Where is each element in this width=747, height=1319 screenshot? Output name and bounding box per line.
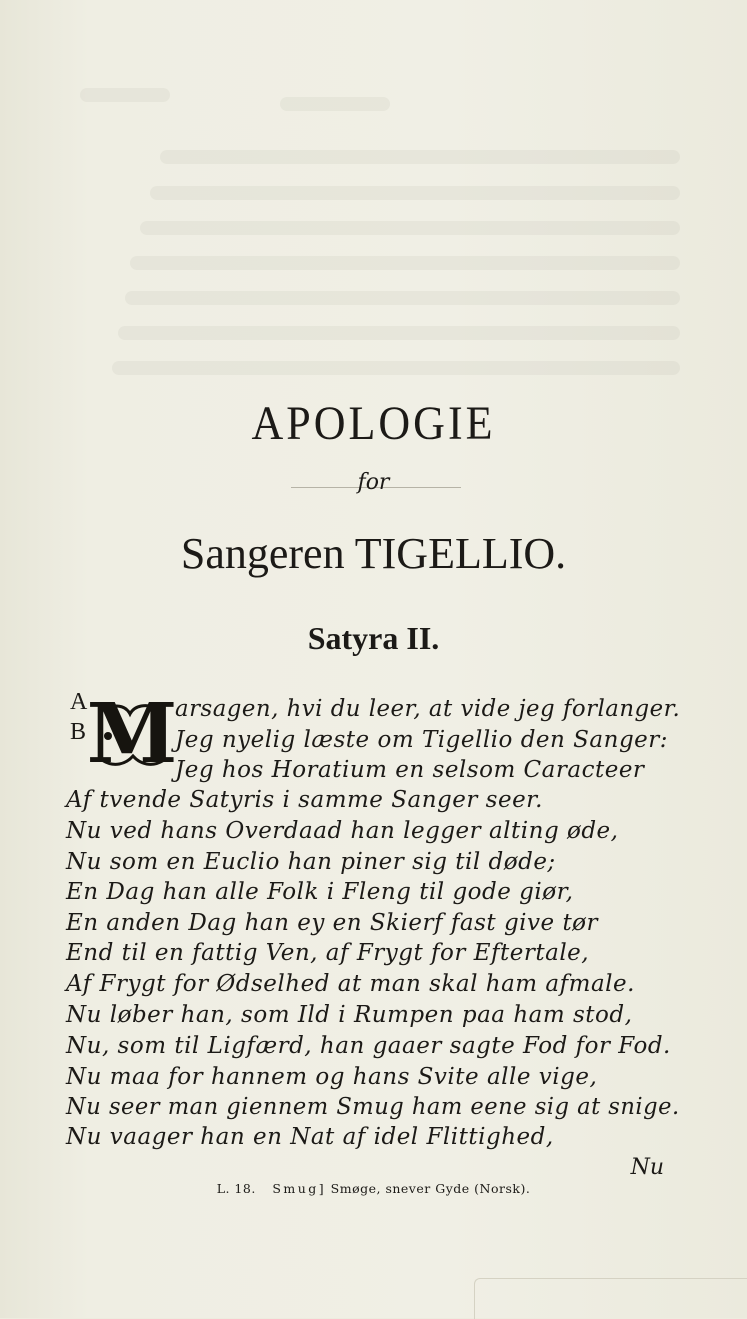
verse-line: Nu vaager han en Nat af idel Flittighed, (66, 1124, 554, 1150)
verse-line: Jeg hos Horatium en selsom Caracteer (175, 757, 645, 783)
verse-line: Nu, som til Ligfærd, han gaaer sagte Fod for Fod. (66, 1033, 671, 1059)
section-heading: Satyra II. (307, 620, 440, 656)
drop-cap-letter: M (86, 686, 178, 782)
verse-line: En Dag han alle Folk i Fleng til gode giør, (66, 879, 574, 905)
page-corner-edge (474, 1278, 747, 1319)
verse-line: arsagen, hvi du leer, at vide jeg forlanger. (175, 696, 681, 722)
footnote-lemma: Smug] (272, 1181, 327, 1196)
footnote (0, 1181, 747, 1196)
footnote-text: Smøge, snever Gyde (Norsk). (330, 1181, 531, 1196)
catchword: Nu (630, 1155, 664, 1180)
verse-line: Nu løber han, som Ild i Rumpen paa ham stod, (66, 1002, 633, 1028)
page-title: APOLOGIE (251, 397, 496, 450)
footnote-ref: L. 18. (216, 1181, 256, 1196)
for-text: for (357, 470, 390, 495)
verse-line: Nu seer man giennem Smug ham eene sig at snige. (66, 1094, 680, 1120)
drop-cap (86, 686, 178, 782)
for-connector (0, 470, 747, 495)
verse-line: Af Frygt for Ødselhed at man skal ham afmale. (66, 971, 635, 997)
verso-show-through (0, 0, 747, 400)
verse-line: Nu maa for hannem og hans Svite alle vige, (66, 1064, 598, 1090)
verse-line: Nu ved hans Overdaad han legger alting øde, (66, 818, 619, 844)
verse-line: En anden Dag han ey en Skierf fast give tør (66, 910, 599, 936)
subtitle: Sangeren TIGELLIO. (180, 529, 567, 578)
verse-line: Af tvende Satyris i samme Sanger seer. (66, 787, 543, 813)
margin-letter-a: A (70, 689, 88, 715)
margin-letter-b: B (70, 719, 87, 745)
verse-line: End til en fattig Ven, af Frygt for Eftertale, (66, 940, 590, 966)
verse-line: Nu som en Euclio han piner sig til døde; (66, 849, 556, 875)
verse-line: Jeg nyelig læste om Tigellio den Sanger: (175, 727, 669, 753)
